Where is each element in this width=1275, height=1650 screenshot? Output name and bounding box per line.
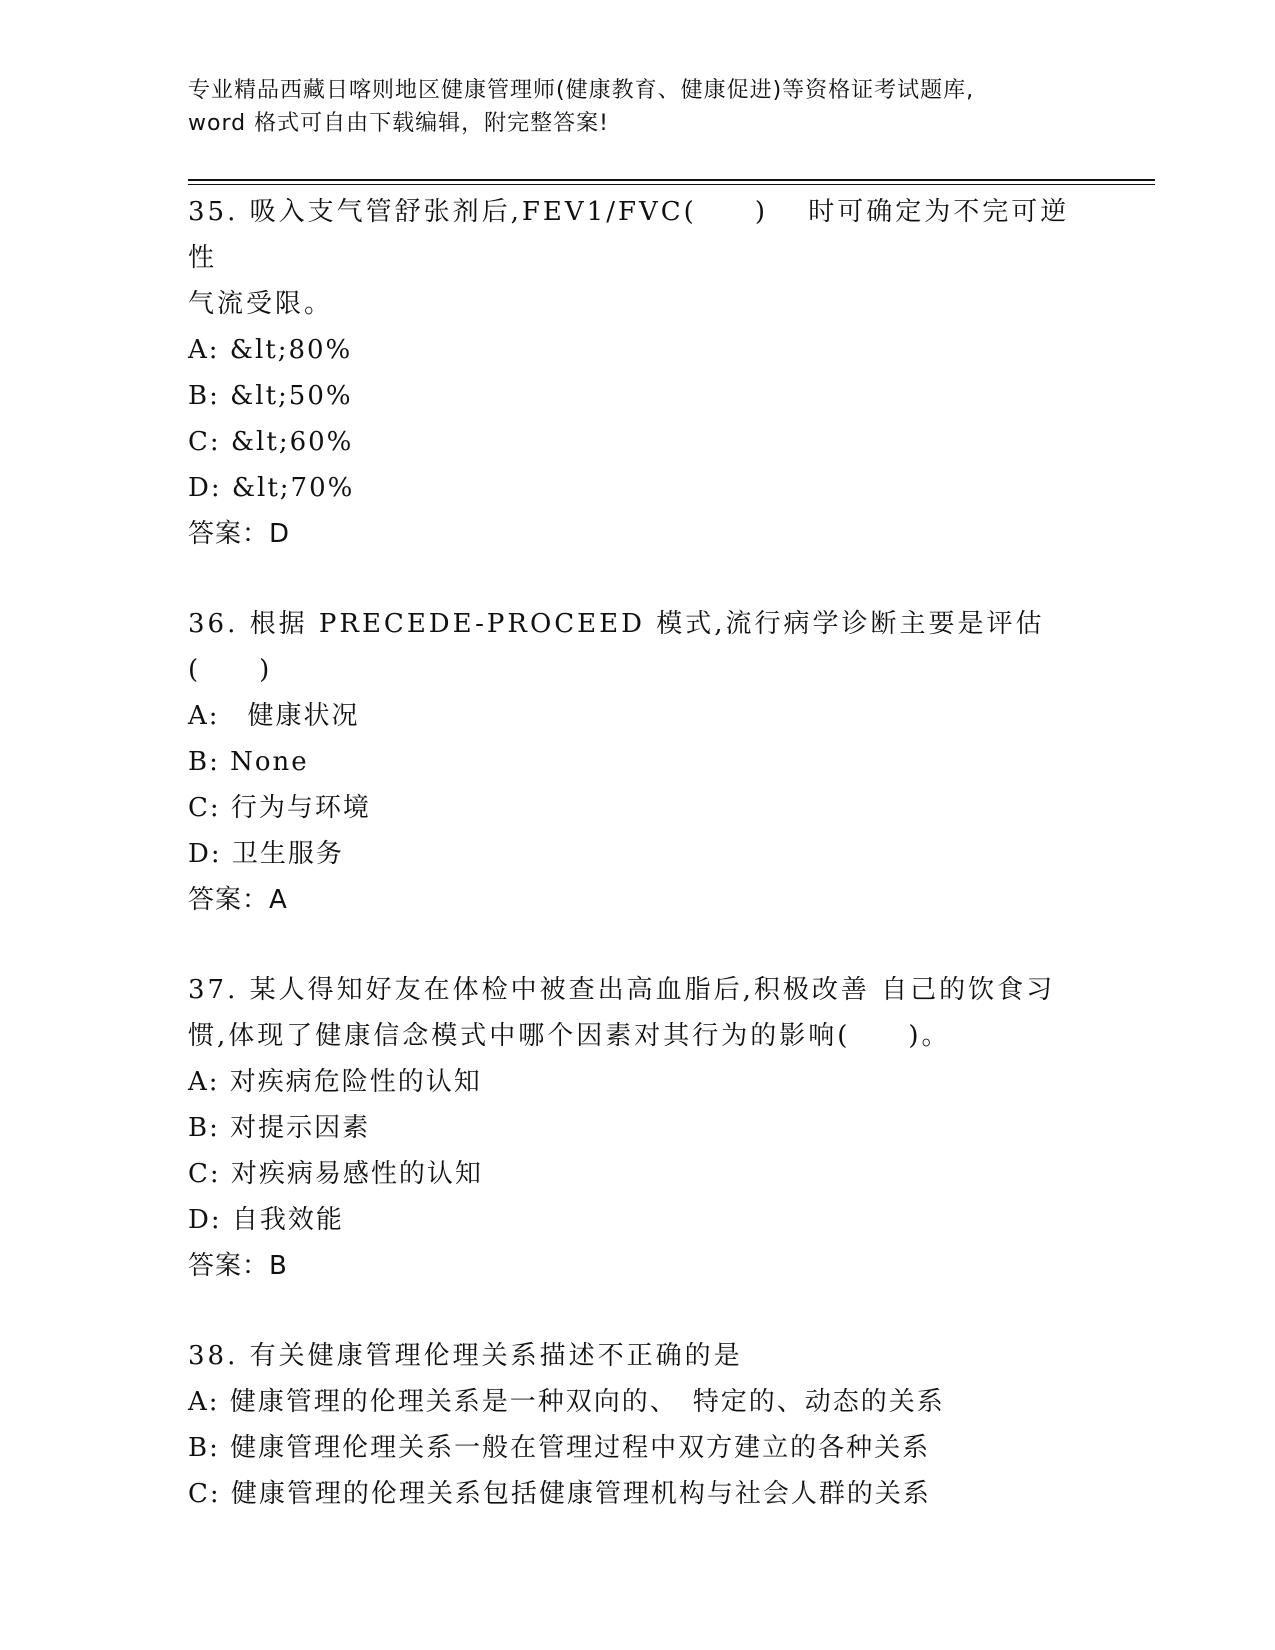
question-37 xyxy=(188,967,1088,1289)
question-gap xyxy=(188,1289,1088,1333)
question-stem: 35. 吸入支气管舒张剂后,FEV1/FVC( ) 时可确定为不完可逆性 xyxy=(188,197,1070,273)
option-b: B: &lt;50% xyxy=(188,381,353,411)
option-a: A: 对疾病危险性的认知 xyxy=(188,1067,482,1097)
header-divider-thin xyxy=(188,184,1155,185)
answer-line: 答案：A xyxy=(188,885,288,915)
header-line-2: word 格式可自由下载编辑，附完整答案! xyxy=(188,111,609,136)
option-b: B: None xyxy=(188,747,309,777)
option-b: B: 健康管理伦理关系一般在管理过程中双方建立的各种关系 xyxy=(188,1433,931,1463)
answer-line: 答案：B xyxy=(188,1251,288,1281)
option-c: C: &lt;60% xyxy=(188,427,354,457)
option-c: C: 对疾病易感性的认知 xyxy=(188,1159,483,1189)
question-gap xyxy=(188,923,1088,967)
answer-line: 答案：D xyxy=(188,519,291,549)
option-a: A: 健康管理的伦理关系是一种双向的、 特定的、动态的关系 xyxy=(188,1387,945,1417)
option-a: A: &lt;80% xyxy=(188,335,353,365)
question-35 xyxy=(188,189,1088,557)
header-divider-thick xyxy=(188,179,1155,181)
header-line-1: 专业精品西藏日喀则地区健康管理师(健康教育、健康促进)等资格证考试题库, xyxy=(188,78,975,103)
question-stem: 36. 根据 PRECEDE-PROCEED 模式,流行病学诊断主要是评估( ) xyxy=(188,609,1045,685)
question-36 xyxy=(188,601,1088,923)
option-d: D: &lt;70% xyxy=(188,473,355,503)
option-d: D: 卫生服务 xyxy=(188,839,344,869)
question-stem: 38. 有关健康管理伦理关系描述不正确的是 xyxy=(188,1341,743,1371)
question-gap xyxy=(188,557,1088,601)
option-c: C: 行为与环境 xyxy=(188,793,371,823)
option-c: C: 健康管理的伦理关系包括健康管理机构与社会人群的关系 xyxy=(188,1479,931,1509)
question-stem: 气流受限。 xyxy=(188,289,334,319)
question-list xyxy=(188,189,1088,1517)
question-stem: 惯,体现了健康信念模式中哪个因素对其行为的影响( )。 xyxy=(188,1021,951,1051)
option-b: B: 对提示因素 xyxy=(188,1113,371,1143)
question-stem: 37. 某人得知好友在体检中被查出高血脂后,积极改善 自己的饮食习 xyxy=(188,975,1056,1005)
document-header xyxy=(188,74,1088,140)
option-d: D: 自我效能 xyxy=(188,1205,344,1235)
question-38 xyxy=(188,1333,1088,1517)
option-a: A: 健康状况 xyxy=(188,701,360,731)
